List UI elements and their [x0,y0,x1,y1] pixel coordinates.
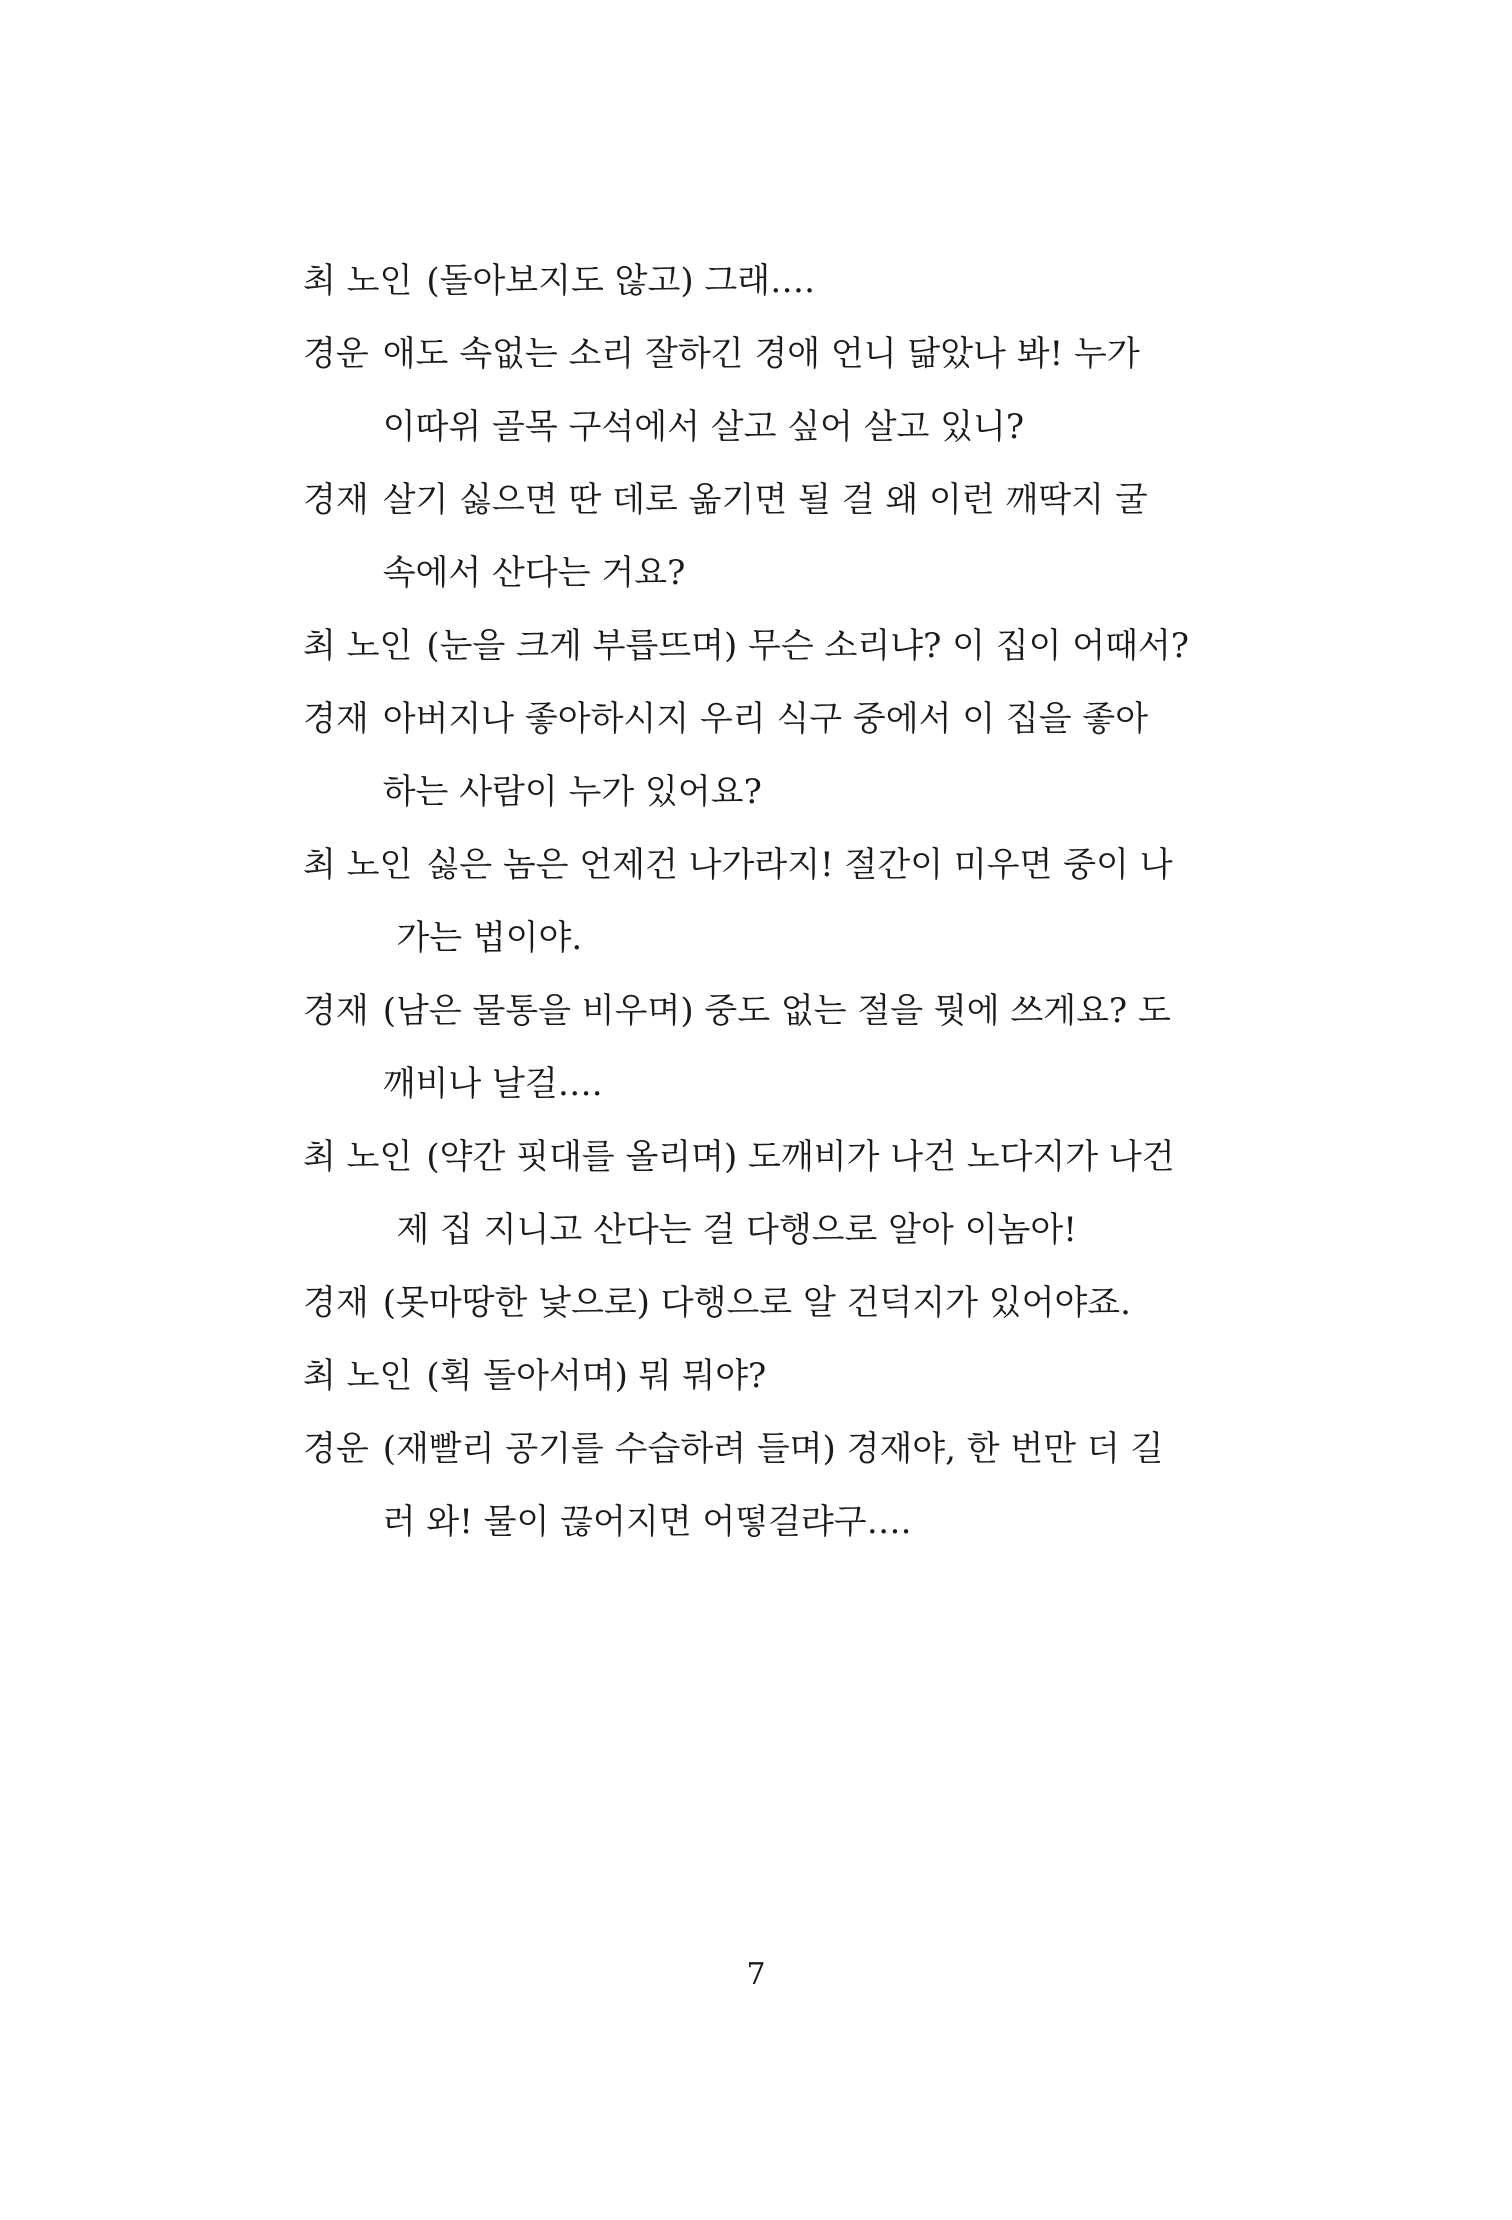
speaker-name: 경재 [303,699,369,739]
dialogue-entry [303,318,1238,464]
speaker-name: 경재 [303,480,369,520]
dialogue-line: 러 와! 물이 끊어지면 어떻걸랴구…. [382,1502,912,1542]
dialogue-line: 속에서 산다는 거요? [382,553,686,593]
dialogue-line: 싫은 놈은 언제건 나가라지! 절간이 미우면 중이 나 [426,845,1173,885]
dialogue-text [383,683,1238,829]
dialogue-entry [303,245,1238,318]
dialogue-entry [303,464,1238,610]
dialogue-line: 제 집 지니고 산다는 걸 다행으로 알아 이놈아! [396,1210,1077,1250]
dialogue-line: 가는 법이야. [396,918,583,958]
speaker-name: 최 노인 [303,626,413,666]
speaker-name: 경운 [303,334,369,374]
dialogue-entry [303,975,1238,1121]
dialogue-line: (획 돌아서며) 뭐 뭐야? [426,1356,767,1396]
dialogue-line: 살기 싫으면 딴 데로 옮기면 될 걸 왜 이런 깨딱지 굴 [382,480,1148,520]
speaker-name: 최 노인 [303,845,413,885]
dialogue-script [303,245,1238,1559]
speaker-name: 경재 [303,991,369,1031]
dialogue-text [383,1413,1238,1559]
dialogue-line: (돌아보지도 않고) 그래…. [426,261,815,301]
dialogue-line: (약간 핏대를 올리며) 도깨비가 나건 노다지가 나건 [426,1137,1175,1177]
dialogue-entry [303,683,1238,829]
dialogue-text [396,1121,1238,1267]
dialogue-entry [303,1267,1238,1340]
dialogue-line: 깨비나 날걸…. [382,1064,603,1104]
speaker-name: 최 노인 [303,1137,413,1177]
dialogue-text [383,464,1238,610]
dialogue-entry [303,1121,1238,1267]
dialogue-line: 아버지나 좋아하시지 우리 식구 중에서 이 집을 좋아 [382,699,1149,739]
dialogue-line: 하는 사람이 누가 있어요? [382,772,762,812]
page-number: 7 [746,1957,766,1992]
speaker-name: 경운 [303,1429,369,1469]
dialogue-entry [303,1413,1238,1559]
dialogue-text [383,975,1238,1121]
dialogue-entry [303,610,1238,683]
dialogue-entry [303,829,1238,975]
speaker-name: 최 노인 [303,261,413,301]
dialogue-text [383,1267,1238,1340]
dialogue-line: (재빨리 공기를 수습하려 들며) 경재야, 한 번만 더 길 [382,1429,1164,1469]
dialogue-line: 이따위 골목 구석에서 살고 싶어 살고 있니? [382,407,1025,447]
dialogue-text [426,245,1238,318]
dialogue-line: (남은 물통을 비우며) 중도 없는 절을 뭣에 쓰게요? 도 [382,991,1171,1031]
dialogue-text [383,318,1238,464]
dialogue-text [426,1340,1238,1413]
speaker-name: 최 노인 [303,1356,413,1396]
speaker-name: 경재 [303,1283,369,1323]
dialogue-text [426,610,1238,683]
dialogue-line: (눈을 크게 부릅뜨며) 무슨 소리냐? 이 집이 어때서? [426,626,1190,666]
dialogue-line: 애도 속없는 소리 잘하긴 경애 언니 닮았나 봐! 누가 [382,334,1140,374]
dialogue-text [396,829,1238,975]
dialogue-line: (못마땅한 낯으로) 다행으로 알 건덕지가 있어야죠. [382,1283,1131,1323]
dialogue-entry [303,1340,1238,1413]
